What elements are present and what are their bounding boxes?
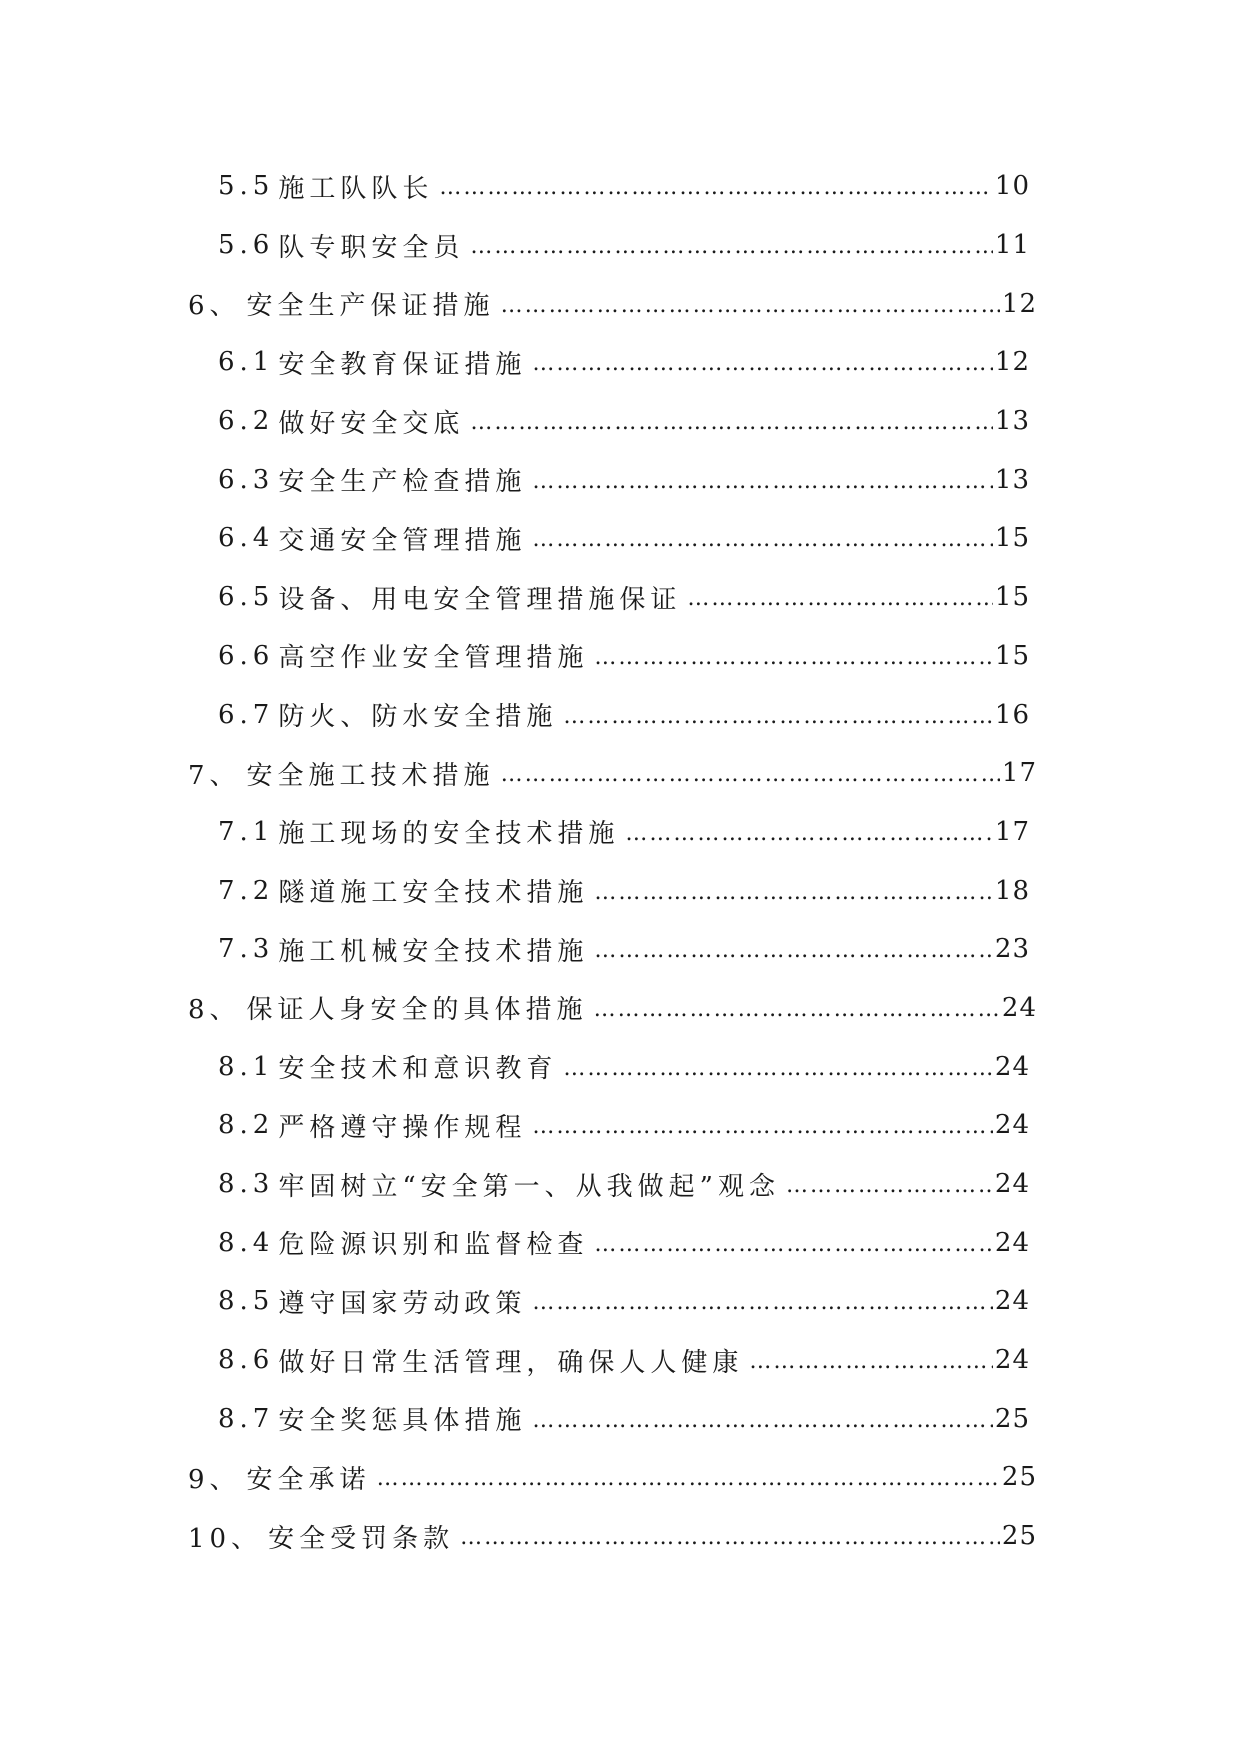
toc-entry-number: 9、: [188, 1464, 241, 1495]
toc-entry-page: 24: [1001, 992, 1037, 1023]
toc-dot-leader: [687, 582, 993, 612]
toc-dot-leader: [460, 1521, 1000, 1551]
toc-entry-page: 12: [994, 347, 1030, 378]
toc-dot-leader: [594, 876, 993, 906]
table-of-contents: [0, 157, 1241, 1566]
toc-entry: [0, 1448, 1241, 1507]
toc-dot-leader: [532, 465, 993, 495]
toc-entry-title: 牢固树立“安全第一、从我做起”观念: [278, 1171, 780, 1202]
toc-entry-title: 施工现场的安全技术措施: [278, 819, 620, 850]
toc-entry-number: 8.6: [218, 1345, 275, 1376]
toc-entry: [0, 568, 1241, 627]
toc-entry-title: 设备、用电安全管理措施保证: [278, 584, 682, 615]
toc-entry-page: 13: [994, 464, 1030, 495]
toc-entry-number: 8.7: [218, 1403, 275, 1434]
toc-dot-leader: [470, 406, 993, 436]
toc-entry-number: 6.2: [218, 406, 275, 437]
toc-entry: [0, 744, 1241, 803]
toc-entry-number: 5.6: [218, 230, 275, 261]
toc-entry: [0, 216, 1241, 275]
toc-entry-number: 8.4: [218, 1227, 275, 1258]
toc-dot-leader: [594, 934, 993, 964]
toc-entry-number: 7.1: [218, 816, 275, 847]
toc-entry-title: 隧道施工安全技术措施: [278, 878, 589, 909]
toc-dot-leader: [532, 523, 993, 553]
toc-entry: [0, 1037, 1241, 1096]
toc-entry-page: 25: [994, 1403, 1030, 1434]
toc-entry-page: 15: [994, 640, 1030, 671]
toc-entry: [0, 979, 1241, 1038]
toc-entry-page: 24: [994, 1286, 1030, 1317]
toc-entry-page: 11: [994, 230, 1030, 261]
toc-entry-page: 16: [994, 699, 1030, 730]
toc-dot-leader: [532, 1404, 993, 1434]
toc-entry-title: 做好安全交底: [278, 408, 465, 439]
toc-entry-page: 13: [994, 406, 1030, 437]
toc-entry: [0, 1507, 1241, 1566]
toc-entry-title: 做好日常生活管理，确保人人健康: [278, 1347, 744, 1378]
toc-entry-page: 25: [1001, 1521, 1037, 1552]
toc-entry-title: 安全生产保证措施: [246, 291, 495, 322]
toc-entry-number: 7.2: [218, 875, 275, 906]
toc-entry-title: 安全技术和意识教育: [278, 1054, 558, 1085]
toc-entry-title: 安全受罚条款: [268, 1523, 455, 1554]
toc-dot-leader: [563, 1052, 993, 1082]
toc-entry: [0, 1331, 1241, 1390]
toc-entry: [0, 861, 1241, 920]
toc-entry-title: 危险源识别和监督检查: [278, 1230, 589, 1261]
toc-entry-title: 安全奖惩具体措施: [278, 1406, 527, 1437]
toc-dot-leader: [563, 700, 993, 730]
toc-entry-number: 8.1: [218, 1051, 275, 1082]
toc-dot-leader: [594, 993, 1000, 1023]
toc-entry: [0, 274, 1241, 333]
toc-entry-number: 6.1: [218, 347, 275, 378]
toc-entry-page: 24: [994, 1345, 1030, 1376]
toc-entry-page: 10: [994, 171, 1030, 202]
toc-entry-page: 17: [1001, 758, 1037, 789]
toc-entry-page: 12: [1001, 288, 1037, 319]
toc-entry: [0, 803, 1241, 862]
toc-entry-title: 安全施工技术措施: [246, 760, 495, 791]
toc-dot-leader: [532, 347, 993, 377]
toc-entry-title: 施工机械安全技术措施: [278, 936, 589, 967]
toc-dot-leader: [377, 1462, 1000, 1492]
toc-entry-number: 7.3: [218, 934, 275, 965]
toc-entry-title: 严格遵守操作规程: [278, 1112, 527, 1143]
toc-entry-page: 23: [994, 934, 1030, 965]
toc-entry: [0, 333, 1241, 392]
toc-entry-title: 安全承诺: [246, 1464, 371, 1495]
toc-entry-number: 6.4: [218, 523, 275, 554]
toc-entry: [0, 1272, 1241, 1331]
toc-entry-number: 8、: [188, 995, 241, 1026]
toc-entry-number: 8.3: [218, 1169, 275, 1200]
toc-entry: [0, 157, 1241, 216]
toc-entry-number: 6.3: [218, 464, 275, 495]
toc-entry-page: 24: [994, 1051, 1030, 1082]
toc-entry-page: 25: [1001, 1462, 1037, 1493]
toc-dot-leader: [749, 1345, 993, 1375]
toc-entry-title: 防火、防水安全措施: [278, 702, 558, 733]
toc-entry-page: 15: [994, 523, 1030, 554]
toc-dot-leader: [439, 171, 993, 201]
toc-dot-leader: [532, 1110, 993, 1140]
toc-entry-number: 6.7: [218, 699, 275, 730]
toc-entry-page: 17: [994, 816, 1030, 847]
toc-dot-leader: [594, 1228, 993, 1258]
toc-dot-leader: [470, 230, 993, 260]
toc-entry-page: 24: [994, 1110, 1030, 1141]
toc-entry-number: 6.5: [218, 582, 275, 613]
toc-entry-number: 5.5: [218, 171, 275, 202]
toc-entry-number: 8.5: [218, 1286, 275, 1317]
toc-dot-leader: [501, 758, 1000, 788]
toc-entry-number: 10、: [188, 1523, 263, 1554]
toc-entry-title: 交通安全管理措施: [278, 525, 527, 556]
toc-entry: [0, 509, 1241, 568]
toc-entry-number: 8.2: [218, 1110, 275, 1141]
toc-entry: [0, 1389, 1241, 1448]
toc-dot-leader: [625, 817, 993, 847]
toc-entry-number: 6、: [188, 291, 241, 322]
toc-entry-number: 7、: [188, 760, 241, 791]
toc-entry: [0, 392, 1241, 451]
toc-entry-page: 24: [994, 1227, 1030, 1258]
toc-entry-page: 24: [994, 1169, 1030, 1200]
toc-entry: [0, 450, 1241, 509]
toc-entry: [0, 627, 1241, 686]
toc-entry-title: 安全生产检查措施: [278, 467, 527, 498]
toc-dot-leader: [786, 1169, 993, 1199]
toc-dot-leader: [594, 641, 993, 671]
toc-entry-number: 6.6: [218, 640, 275, 671]
toc-entry: [0, 1096, 1241, 1155]
toc-entry-title: 高空作业安全管理措施: [278, 643, 589, 674]
toc-entry-title: 队专职安全员: [278, 232, 465, 263]
toc-dot-leader: [532, 1286, 993, 1316]
toc-entry: [0, 1213, 1241, 1272]
toc-entry: [0, 1155, 1241, 1214]
toc-entry-title: 保证人身安全的具体措施: [246, 995, 588, 1026]
toc-entry-title: 安全教育保证措施: [278, 349, 527, 380]
toc-entry-title: 遵守国家劳动政策: [278, 1288, 527, 1319]
toc-entry: [0, 685, 1241, 744]
toc-entry-title: 施工队队长: [278, 173, 434, 204]
toc-entry-page: 15: [994, 582, 1030, 613]
toc-entry: [0, 920, 1241, 979]
toc-dot-leader: [501, 289, 1000, 319]
toc-entry-page: 18: [994, 875, 1030, 906]
